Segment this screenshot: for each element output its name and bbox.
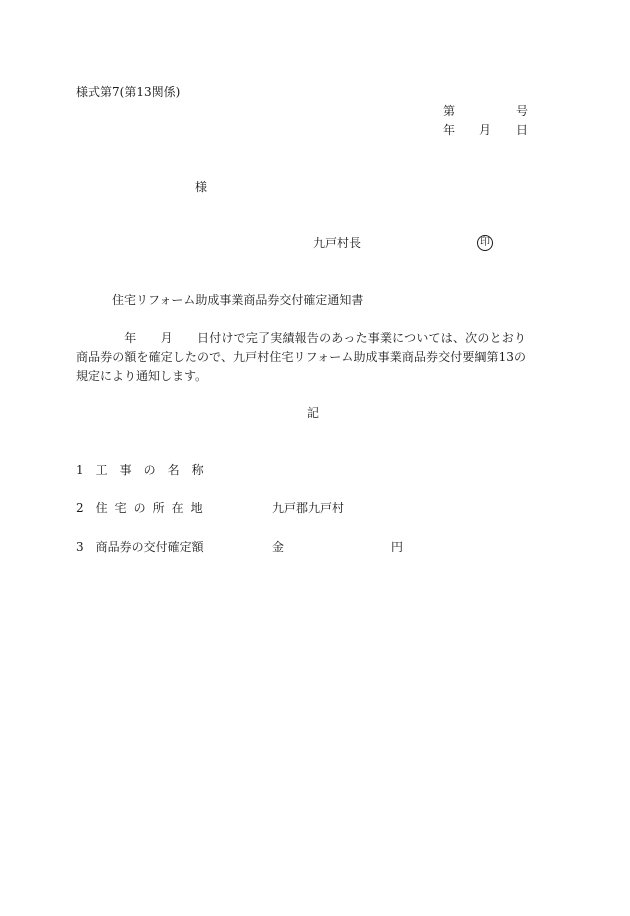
document-number-prefix: 第 <box>443 104 456 118</box>
item-2 <box>76 500 210 516</box>
document-title: 住宅リフォーム助成事業商品券交付確定通知書 <box>112 293 364 307</box>
item-1-number: 1 <box>76 463 84 477</box>
body-month: 月 <box>160 331 173 345</box>
issuer-name: 九戸村長 <box>313 236 362 250</box>
date-day: 日 <box>516 123 529 137</box>
body-paragraph <box>76 329 526 386</box>
item-3-label: 商品券の交付確定額 <box>95 540 204 554</box>
item-2-value: 九戸郡九戸村 <box>272 501 345 515</box>
ki-heading: 記 <box>307 406 320 420</box>
body-year: 年 <box>124 331 137 345</box>
body-text: 日付けで完了実績報告のあった事業については、次のとおり商品券の額を確定したので、九戸村住宅リフォーム助成事業商品券交付要綱第13の規定により通知します。 <box>76 331 526 383</box>
item-2-label: 住宅の所在地 <box>95 501 210 515</box>
item-3-unit: 円 <box>391 540 404 554</box>
item-1-label: 工事の名称 <box>95 463 216 477</box>
item-1 <box>76 462 216 478</box>
seal-mark: 印 <box>477 235 493 251</box>
item-3 <box>76 539 204 555</box>
item-3-number: 3 <box>76 540 84 554</box>
form-label: 様式第7(第13関係) <box>76 85 181 99</box>
document-number-suffix: 号 <box>516 104 529 118</box>
date-year: 年 <box>443 123 456 137</box>
item-2-number: 2 <box>76 501 84 515</box>
date-month: 月 <box>479 123 492 137</box>
recipient-suffix: 様 <box>195 180 208 194</box>
item-3-value: 金 <box>272 540 285 554</box>
